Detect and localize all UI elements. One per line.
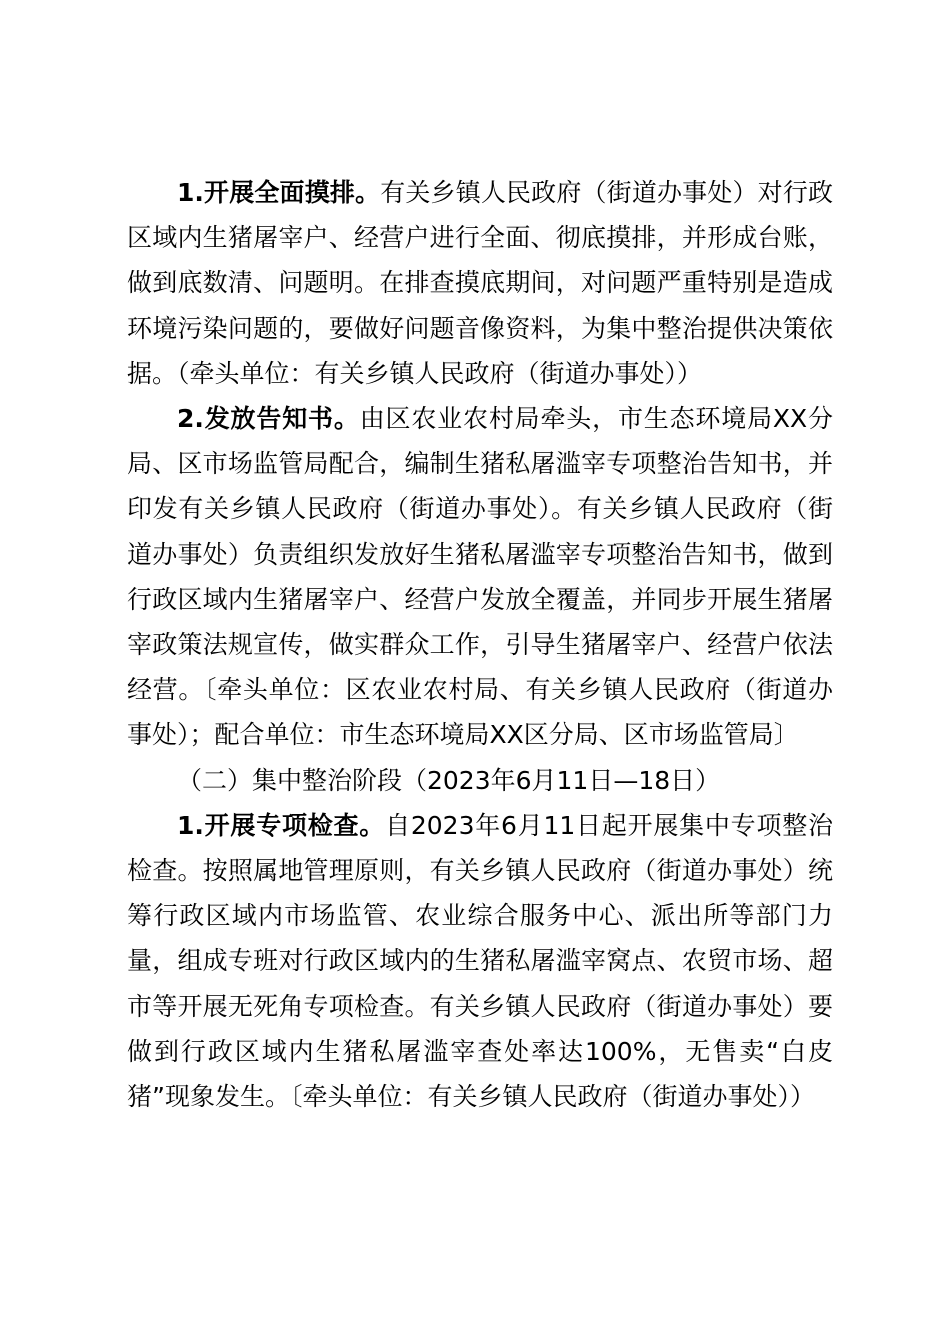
paragraph-special-inspection: [127, 803, 833, 1119]
paragraph-heading: 1.开展全面摸排。: [177, 178, 381, 207]
paragraph-issue-notice: [127, 396, 833, 758]
document-body: [127, 170, 833, 1119]
section-heading-text: （二）集中整治阶段（2023年6月11日—18日）: [177, 765, 721, 795]
paragraph-heading: 1.开展专项检查。: [177, 810, 386, 840]
section-heading-concentrated-rectification: [127, 758, 833, 803]
paragraph-text: 有关乡镇人民政府（街道办事处）对行政区域内生猪屠宰户、经营户进行全面、彻底摸排，并形成台账，做到底数清、问题明。在排查摸底期间，对问题严重特别是造成环境污染问题的，要做好问题音像资料，为集中整治提供决策依据。（牵头单位：有关乡镇人民政府（街道办事处））: [127, 178, 833, 388]
paragraph-heading: 2.发放告知书。: [177, 404, 360, 434]
paragraph-text: 自2023年6月11日起开展集中专项整治检查。按照属地管理原则，有关乡镇人民政府（街道办事处）统筹行政区域内市场监管、农业综合服务中心、派出所等部门力量，组成专班对行政区域内的生猪私屠滥宰窝点、农贸市场、超市等开展无死角专项检查。有关乡镇人民政府（街道办事处）要做到行政区域内生猪私屠滥宰查处率达100%，无售卖“白皮猪”现象发生。〔牵头单位：有关乡镇人民政府（街道办事处））: [127, 810, 833, 1112]
paragraph-full-survey: [127, 170, 833, 396]
paragraph-text: 由区农业农村局牵头，市生态环境局XX分局、区市场监管局配合，编制生猪私屠滥宰专项整治告知书，并印发有关乡镇人民政府（街道办事处）。有关乡镇人民政府（街道办事处）负责组织发放好生猪私屠滥宰专项整治告知书，做到行政区域内生猪屠宰户、经营户发放全覆盖，并同步开展生猪屠宰政策法规宣传，做实群众工作，引导生猪屠宰户、经营户依法经营。〔牵头单位：区农业农村局、有关乡镇人民政府（街道办事处）；配合单位：市生态环境局XX区分局、区市场监管局〕: [127, 404, 833, 750]
